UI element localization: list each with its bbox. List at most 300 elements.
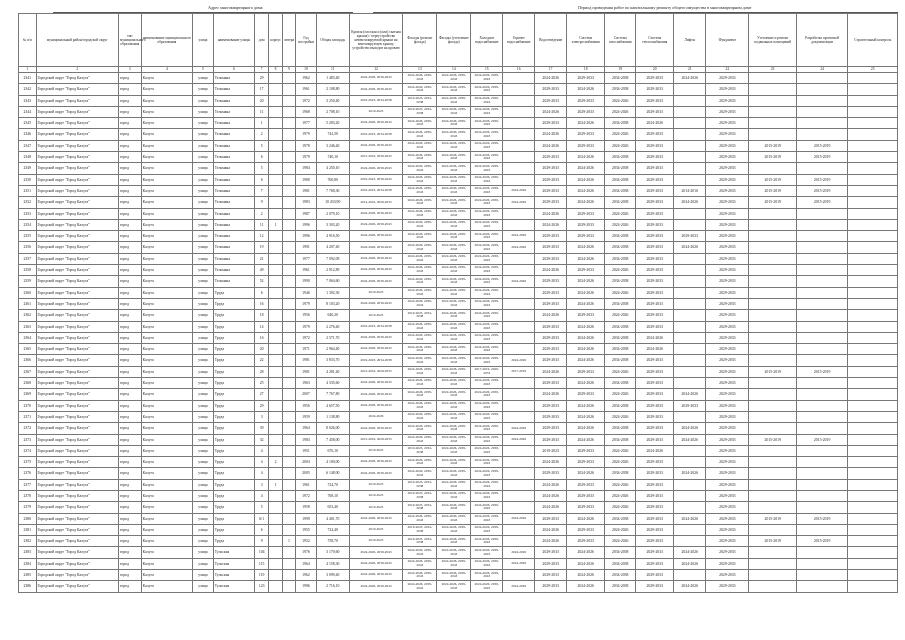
table-cell: 1972 bbox=[296, 332, 317, 343]
table-cell bbox=[848, 265, 898, 276]
table-cell bbox=[503, 84, 535, 95]
table-cell: 2024-2026, 2039-2043 bbox=[437, 265, 471, 276]
table-cell: 2024-2026 bbox=[605, 457, 636, 468]
table-cell: 2024-2026, 2039-2043 bbox=[403, 253, 437, 264]
table-cell bbox=[796, 276, 848, 287]
table-cell bbox=[674, 445, 706, 456]
table-cell bbox=[674, 411, 706, 422]
table-cell: Городской округ "Город Калуга" bbox=[36, 265, 118, 276]
table-cell bbox=[749, 445, 796, 456]
table-cell: 2015-2019 bbox=[796, 513, 848, 524]
table-cell bbox=[269, 378, 282, 389]
table-cell: 2 bbox=[254, 208, 268, 219]
table-cell bbox=[269, 321, 282, 332]
table-cell: 2024-2026 bbox=[636, 332, 674, 343]
table-cell: 2024-2026 bbox=[567, 253, 605, 264]
table-row bbox=[19, 570, 898, 581]
table-cell: 2024-2026, 2039-2043 bbox=[403, 468, 437, 479]
table-cell: 2024-2026, 2039-2043 bbox=[437, 457, 471, 468]
table-row bbox=[19, 118, 898, 129]
table-cell: 2019-2023, 2034-2038 bbox=[403, 490, 437, 501]
table-cell: 2029-2033 bbox=[706, 490, 749, 501]
table-cell: 2029-2033 bbox=[535, 570, 567, 581]
table-cell: 2024-2026, 2039-2043 bbox=[349, 423, 403, 434]
table-cell: 2024-2026 bbox=[567, 434, 605, 445]
table-cell bbox=[282, 152, 295, 163]
table-cell: 760,80 bbox=[316, 174, 349, 185]
column-header-14: Фасады (утепление фасада) bbox=[437, 14, 471, 67]
table-cell: 2029-2033 bbox=[535, 355, 567, 366]
table-cell: 2029-2033 bbox=[636, 106, 674, 117]
table-cell: Калуга bbox=[141, 344, 193, 355]
table-cell: улица bbox=[193, 366, 214, 377]
table-cell bbox=[749, 411, 796, 422]
table-cell bbox=[674, 265, 706, 276]
table-cell: 2029-2033 bbox=[636, 411, 674, 422]
register-sheet bbox=[18, 4, 898, 593]
column-header-16: Горячее водоснабжение bbox=[503, 14, 535, 67]
table-cell: 104 bbox=[254, 547, 268, 558]
table-cell: 2024-2026 bbox=[503, 558, 535, 569]
table-cell: Городской округ "Город Калуга" bbox=[36, 298, 118, 309]
table-cell bbox=[269, 208, 282, 219]
table-cell bbox=[848, 547, 898, 558]
table-cell: 2029-2033 bbox=[636, 152, 674, 163]
table-cell: 2034-2038 bbox=[605, 276, 636, 287]
column-header-12: Кровля (плоская и (или) скатная крыша) / переустройство невентилируемой крыши на вентилируемую крышу, устройство выходов на кровлю bbox=[349, 14, 403, 67]
table-cell: город bbox=[118, 378, 141, 389]
table-row bbox=[19, 287, 898, 298]
table-cell bbox=[674, 310, 706, 321]
table-cell: 2029-2033 bbox=[636, 321, 674, 332]
table-cell bbox=[282, 400, 295, 411]
table-cell: 2024-2026, 2039-2043 bbox=[471, 445, 503, 456]
table-cell bbox=[796, 502, 848, 513]
table-cell: 2024-2026, 2039-2043 bbox=[471, 152, 503, 163]
table-cell: 4 bbox=[254, 457, 268, 468]
table-cell: 2024-2026 bbox=[605, 479, 636, 490]
table-cell: 2024-2026, 2039-2043 bbox=[437, 536, 471, 547]
table-cell: 2029-2033 bbox=[636, 129, 674, 140]
table-cell bbox=[848, 366, 898, 377]
table-cell: 2367 bbox=[19, 366, 37, 377]
table-cell bbox=[503, 163, 535, 174]
table-cell: 2354 bbox=[19, 219, 37, 230]
table-cell: город bbox=[118, 411, 141, 422]
table-cell bbox=[848, 310, 898, 321]
table-cell: 2024-2026, 2039-2043 bbox=[471, 321, 503, 332]
table-cell: Калуга bbox=[141, 106, 193, 117]
table-cell: 2024-2026 bbox=[674, 423, 706, 434]
table-cell: Городской округ "Город Калуга" bbox=[36, 536, 118, 547]
table-cell: 1946 bbox=[296, 287, 317, 298]
table-cell: город bbox=[118, 174, 141, 185]
table-cell: Калуга bbox=[141, 242, 193, 253]
table-cell: 2383 bbox=[19, 547, 37, 558]
table-cell: 20 bbox=[254, 95, 268, 106]
table-cell bbox=[269, 332, 282, 343]
table-cell: 2029-2033 bbox=[535, 185, 567, 196]
table-cell bbox=[269, 73, 282, 84]
table-cell: 2024-2026, 2039-2043 bbox=[349, 208, 403, 219]
table-row bbox=[19, 106, 898, 117]
table-cell: 2024-2026, 2039-2043 bbox=[471, 558, 503, 569]
table-cell: Труда bbox=[213, 355, 254, 366]
table-cell bbox=[848, 208, 898, 219]
table-cell: Тельмана bbox=[213, 185, 254, 196]
table-cell: 39 bbox=[254, 423, 268, 434]
table-cell: 2024-2026 bbox=[605, 219, 636, 230]
table-cell: 2024-2026, 2039-2043 bbox=[437, 106, 471, 117]
table-cell: 2029-2033 bbox=[706, 73, 749, 84]
table-cell: 2024-2026 bbox=[605, 490, 636, 501]
table-cell: 2029-2033 bbox=[706, 152, 749, 163]
column-number-23: 23 bbox=[749, 67, 796, 73]
table-cell: 2024-2026, 2039-2043 bbox=[437, 276, 471, 287]
table-cell bbox=[503, 570, 535, 581]
table-cell: 2024-2026, 2039-2043 bbox=[403, 547, 437, 558]
table-cell: улица bbox=[193, 321, 214, 332]
table-cell bbox=[674, 219, 706, 230]
table-cell: улица bbox=[193, 219, 214, 230]
table-cell: 2024-2026, 2039-2043 bbox=[403, 558, 437, 569]
table-cell: 2 bbox=[254, 129, 268, 140]
table-cell: город bbox=[118, 242, 141, 253]
table-cell: 6 bbox=[254, 524, 268, 535]
table-row bbox=[19, 355, 898, 366]
table-cell bbox=[503, 490, 535, 501]
table-cell: 2024-2026, 2039-2043 bbox=[471, 185, 503, 196]
table-cell: 2015-2019 bbox=[749, 140, 796, 151]
table-cell: Калуга bbox=[141, 378, 193, 389]
table-cell: 2029-2033 bbox=[706, 344, 749, 355]
table-cell bbox=[749, 208, 796, 219]
table-cell: 2034-2038 bbox=[605, 185, 636, 196]
table-cell: Тельмана bbox=[213, 242, 254, 253]
table-cell: 2024-2026, 2039-2043 bbox=[403, 457, 437, 468]
table-cell: Труда bbox=[213, 389, 254, 400]
table-cell: 1979 bbox=[296, 298, 317, 309]
table-cell: 9 bbox=[254, 197, 268, 208]
table-cell: 1951 bbox=[296, 445, 317, 456]
column-number-15: 15 bbox=[471, 67, 503, 73]
table-cell bbox=[796, 298, 848, 309]
table-cell bbox=[503, 457, 535, 468]
table-row bbox=[19, 332, 898, 343]
table-cell: 653,40 bbox=[316, 502, 349, 513]
table-cell: 2029-2033 bbox=[567, 524, 605, 535]
table-cell bbox=[796, 558, 848, 569]
table-cell: 2034-2038 bbox=[605, 332, 636, 343]
table-cell bbox=[749, 219, 796, 230]
table-cell: Калуга bbox=[141, 355, 193, 366]
table-cell bbox=[848, 197, 898, 208]
table-cell: Городской округ "Город Калуга" bbox=[36, 106, 118, 117]
table-cell: улица bbox=[193, 276, 214, 287]
table-cell: 1 bbox=[254, 118, 268, 129]
table-cell bbox=[749, 558, 796, 569]
table-cell: Калуга bbox=[141, 434, 193, 445]
table-cell bbox=[503, 208, 535, 219]
table-cell bbox=[503, 524, 535, 535]
table-cell: 2024-2026 bbox=[567, 321, 605, 332]
table-cell: 2024-2026 bbox=[567, 581, 605, 592]
table-row bbox=[19, 547, 898, 558]
table-cell bbox=[269, 536, 282, 547]
table-cell: улица bbox=[193, 502, 214, 513]
table-cell: 2029-2033 bbox=[535, 423, 567, 434]
table-cell: Тельмана bbox=[213, 95, 254, 106]
table-cell: 2029-2033 bbox=[706, 423, 749, 434]
table-cell: 2029-2033 bbox=[535, 558, 567, 569]
table-cell bbox=[282, 423, 295, 434]
table-cell: 1 138,80 bbox=[316, 411, 349, 422]
table-cell: 2029-2033 bbox=[636, 490, 674, 501]
column-number-21: 21 bbox=[674, 67, 706, 73]
table-cell: улица bbox=[193, 378, 214, 389]
table-cell: 3 bbox=[254, 411, 268, 422]
table-cell: 2024-2026, 2039-2043 bbox=[403, 73, 437, 84]
table-cell: Городской округ "Город Калуга" bbox=[36, 400, 118, 411]
table-cell: 2029-2033 bbox=[706, 231, 749, 242]
table-cell: 2024-2026 bbox=[605, 129, 636, 140]
table-cell: город bbox=[118, 321, 141, 332]
table-cell: 724,70 bbox=[316, 479, 349, 490]
table-cell: 2024-2026, 2039-2043 bbox=[437, 332, 471, 343]
table-row bbox=[19, 310, 898, 321]
table-cell: 2381 bbox=[19, 524, 37, 535]
table-cell: город bbox=[118, 355, 141, 366]
table-cell bbox=[282, 558, 295, 569]
table-row bbox=[19, 95, 898, 106]
table-cell: 2029-2033 bbox=[636, 378, 674, 389]
table-cell: улица bbox=[193, 129, 214, 140]
table-cell: Калуга bbox=[141, 524, 193, 535]
table-cell bbox=[848, 276, 898, 287]
table-cell: Городской округ "Город Калуга" bbox=[36, 310, 118, 321]
table-cell: улица bbox=[193, 242, 214, 253]
table-cell: 2343 bbox=[19, 95, 37, 106]
table-cell: 2007 bbox=[296, 389, 317, 400]
table-cell bbox=[282, 378, 295, 389]
table-cell: 2024-2026, 2039-2043 bbox=[349, 378, 403, 389]
table-cell: 3 833,70 bbox=[316, 355, 349, 366]
table-cell: 2034-2038 bbox=[605, 570, 636, 581]
table-cell: Калуга bbox=[141, 366, 193, 377]
table-cell: 2015-2019 bbox=[796, 185, 848, 196]
table-cell: 2019-2023, 2034-2038 bbox=[403, 536, 437, 547]
table-cell: 2024-2026, 2039-2043 bbox=[437, 570, 471, 581]
table-cell: 2024-2026, 2039-2043 bbox=[437, 445, 471, 456]
table-cell: 5 bbox=[254, 502, 268, 513]
table-cell: улица bbox=[193, 298, 214, 309]
table-cell: улица bbox=[193, 152, 214, 163]
table-cell: город bbox=[118, 287, 141, 298]
table-cell: 2360 bbox=[19, 287, 37, 298]
column-number-5: 5 bbox=[193, 67, 214, 73]
table-cell bbox=[749, 231, 796, 242]
table-cell: 2024-2026, 2039-2043 bbox=[471, 547, 503, 558]
table-cell: Калуга bbox=[141, 163, 193, 174]
column-number-20: 20 bbox=[636, 67, 674, 73]
table-cell: Труда bbox=[213, 434, 254, 445]
table-cell bbox=[749, 242, 796, 253]
table-cell: Труда bbox=[213, 457, 254, 468]
table-cell bbox=[503, 378, 535, 389]
table-cell: 21 bbox=[254, 253, 268, 264]
table-cell: 2015-2019 bbox=[796, 197, 848, 208]
table-cell: 2024-2026, 2039-2043 bbox=[471, 434, 503, 445]
table-cell: Калуга bbox=[141, 129, 193, 140]
table-cell: город bbox=[118, 468, 141, 479]
table-cell: Калуга bbox=[141, 118, 193, 129]
table-cell: 1996 bbox=[296, 219, 317, 230]
table-cell bbox=[674, 321, 706, 332]
table-cell: город bbox=[118, 479, 141, 490]
table-cell: 2029-2033 bbox=[636, 95, 674, 106]
table-cell: 2015-2019 bbox=[796, 536, 848, 547]
table-cell: 2024-2026 bbox=[605, 536, 636, 547]
table-cell bbox=[282, 490, 295, 501]
table-cell bbox=[269, 174, 282, 185]
table-cell: 2024-2026, 2039-2043 bbox=[349, 73, 403, 84]
table-cell: 2385 bbox=[19, 570, 37, 581]
table-cell: 5 283,20 bbox=[316, 118, 349, 129]
table-cell: Городской округ "Город Калуга" bbox=[36, 118, 118, 129]
table-cell bbox=[503, 118, 535, 129]
table-cell: 2024-2026, 2039-2043 bbox=[349, 253, 403, 264]
table-cell: 2024-2026, 2039-2043 bbox=[437, 197, 471, 208]
column-header-9: литера bbox=[282, 14, 295, 67]
table-cell bbox=[749, 106, 796, 117]
table-cell: улица bbox=[193, 457, 214, 468]
table-cell: Калуга bbox=[141, 457, 193, 468]
table-cell: 2024-2026, 2039-2043 bbox=[437, 163, 471, 174]
table-cell bbox=[282, 140, 295, 151]
table-cell: 1981 bbox=[296, 185, 317, 196]
table-cell: Калуга bbox=[141, 490, 193, 501]
table-cell: улица bbox=[193, 253, 214, 264]
table-cell: улица bbox=[193, 411, 214, 422]
table-cell: 2029-2033 bbox=[535, 84, 567, 95]
table-cell bbox=[796, 265, 848, 276]
table-cell bbox=[674, 457, 706, 468]
table-cell: 2356 bbox=[19, 242, 37, 253]
table-cell: Городской округ "Город Калуга" bbox=[36, 287, 118, 298]
table-cell: 2034-2038 bbox=[605, 344, 636, 355]
table-cell: 2019-2023, 2034-2038 bbox=[403, 95, 437, 106]
table-cell: 2024-2026, 2039-2043 bbox=[403, 332, 437, 343]
table-cell: Городской округ "Город Калуга" bbox=[36, 231, 118, 242]
table-cell: 2024-2026, 2039-2043 bbox=[403, 400, 437, 411]
table-cell: 2024-2026, 2039-2043 bbox=[471, 129, 503, 140]
table-cell bbox=[269, 490, 282, 501]
table-cell: 2029-2033 bbox=[535, 344, 567, 355]
table-cell: 2024-2026 bbox=[535, 502, 567, 513]
table-cell: 2029-2033 bbox=[706, 219, 749, 230]
table-cell bbox=[848, 253, 898, 264]
table-cell bbox=[282, 265, 295, 276]
table-cell: улица bbox=[193, 332, 214, 343]
column-header-17: Водоотведение bbox=[535, 14, 567, 67]
table-cell: 2024-2026, 2039-2043 bbox=[471, 570, 503, 581]
table-cell: 29 bbox=[254, 73, 268, 84]
table-cell: Тельмана bbox=[213, 253, 254, 264]
table-cell bbox=[796, 490, 848, 501]
table-cell: 2024-2026 bbox=[535, 536, 567, 547]
table-cell: 2019-2023, 2034-2038 bbox=[403, 524, 437, 535]
table-cell: Городской округ "Город Калуга" bbox=[36, 174, 118, 185]
table-cell: 2376 bbox=[19, 468, 37, 479]
table-cell: 2024-2026, 2039-2043 bbox=[471, 197, 503, 208]
table-cell: 2024-2026 bbox=[674, 389, 706, 400]
table-cell: улица bbox=[193, 524, 214, 535]
table-cell bbox=[503, 445, 535, 456]
table-row bbox=[19, 242, 898, 253]
table-cell bbox=[503, 502, 535, 513]
table-cell: 2015-2019 bbox=[749, 513, 796, 524]
table-cell: 2019-2023, 2034-2038 bbox=[403, 479, 437, 490]
group-header-row bbox=[18, 4, 898, 13]
table-cell: Городской округ "Город Калуга" bbox=[36, 276, 118, 287]
table-cell: 2029-2033 bbox=[706, 287, 749, 298]
table-cell: 2024-2026 bbox=[503, 242, 535, 253]
table-cell bbox=[269, 276, 282, 287]
table-cell bbox=[282, 457, 295, 468]
table-cell bbox=[749, 344, 796, 355]
table-cell: 2024-2026 bbox=[567, 332, 605, 343]
table-cell: 6 148,00 bbox=[316, 468, 349, 479]
table-cell: 2029-2033 bbox=[706, 378, 749, 389]
table-cell bbox=[796, 106, 848, 117]
table-cell: Городской округ "Город Калуга" bbox=[36, 219, 118, 230]
table-cell: 2029-2033 bbox=[706, 558, 749, 569]
table-cell: 2024-2026 bbox=[535, 208, 567, 219]
table-cell: город bbox=[118, 253, 141, 264]
table-cell bbox=[269, 445, 282, 456]
table-cell: 2015-2019 bbox=[749, 536, 796, 547]
table-cell bbox=[848, 140, 898, 151]
table-cell: 2024-2026, 2039-2043 bbox=[437, 468, 471, 479]
table-cell: 4 916,50 bbox=[316, 231, 349, 242]
table-cell bbox=[503, 129, 535, 140]
table-cell: 640,20 bbox=[316, 310, 349, 321]
table-cell bbox=[674, 276, 706, 287]
table-cell: Тельмана bbox=[213, 265, 254, 276]
table-cell: 2024-2026 bbox=[503, 434, 535, 445]
table-cell: 6/1 bbox=[254, 513, 268, 524]
table-cell: 2029-2033 bbox=[535, 197, 567, 208]
table-cell: 2024-2026, 2039-2043 bbox=[471, 310, 503, 321]
table-cell: 2029-2033 bbox=[636, 140, 674, 151]
table-cell bbox=[269, 547, 282, 558]
table-cell: 2029-2033 bbox=[567, 366, 605, 377]
table-cell: Городской округ "Город Калуга" bbox=[36, 468, 118, 479]
table-row bbox=[19, 411, 898, 422]
table-cell: 2024-2026, 2039-2043 bbox=[471, 400, 503, 411]
table-row bbox=[19, 73, 898, 84]
table-cell: 2029-2033 bbox=[567, 219, 605, 230]
table-cell: 2024-2026 bbox=[567, 411, 605, 422]
table-cell: Калуга bbox=[141, 321, 193, 332]
table-cell: город bbox=[118, 344, 141, 355]
table-cell: Калуга bbox=[141, 197, 193, 208]
table-cell bbox=[749, 321, 796, 332]
table-cell: 2024-2026 bbox=[636, 118, 674, 129]
table-cell: город bbox=[118, 95, 141, 106]
table-cell: Калуга bbox=[141, 581, 193, 592]
table-cell bbox=[848, 344, 898, 355]
